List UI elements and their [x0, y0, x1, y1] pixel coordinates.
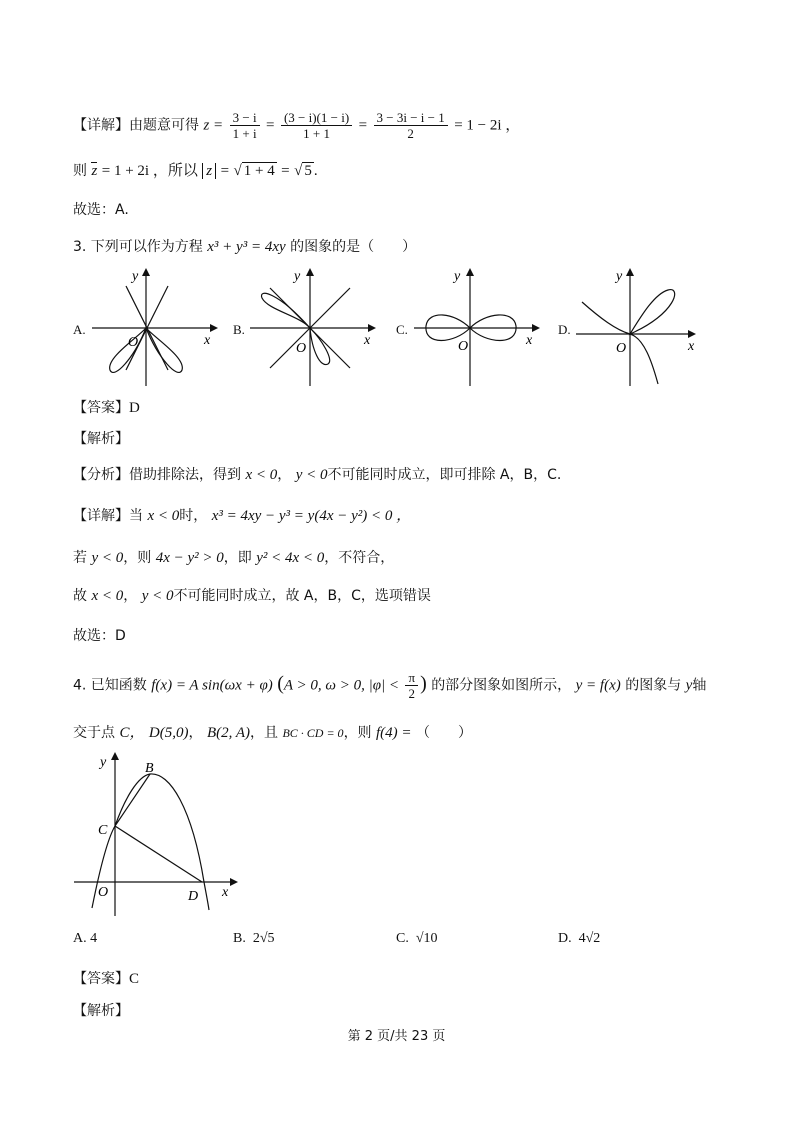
q3-figure-d [576, 262, 706, 390]
q3-analysis-label: 【解析】 [73, 431, 129, 447]
detail-label: 【详解】 [73, 508, 129, 524]
fraction-2: $\frac{(3 - i)(1 - i)}{1 + 1}$ [281, 110, 352, 141]
graph-o-label: O [98, 885, 109, 900]
vector-cond: BC · CD = 0 [282, 726, 344, 740]
cond-y: y < 0 [295, 467, 328, 483]
origin-label: O [616, 341, 627, 356]
point-c: C， [119, 725, 145, 741]
axis-x-label: x [688, 339, 695, 354]
q4-graph [70, 748, 240, 920]
axis-y-label: y [132, 269, 139, 284]
q3-detail-line: 【详解】当 x < 0时， x³ = 4xy − y³ = y(4x − y²) < 0 ， [73, 508, 412, 524]
graph-b-label: B [145, 761, 154, 776]
q3-if-line: 若 y < 0，则 4x − y² > 0，即 y² < 4x < 0，不符合， [73, 550, 395, 566]
origin-label: O [128, 335, 139, 350]
q4-cond: A > 0, ω > 0, |φ| < [283, 677, 400, 694]
answer-label: 【答案】 [73, 400, 129, 416]
so-cond-y: y < 0 [141, 588, 174, 604]
prefix-text: 则 [73, 163, 87, 179]
origin-label: O [458, 339, 469, 354]
q3-so-line: 故 x < 0， y < 0不可能同时成立，故 A，B，C，选项错误 [73, 588, 431, 604]
answer-value: D [129, 400, 140, 416]
point-d: D(5,0) [148, 725, 189, 741]
z-bar: z [91, 163, 98, 179]
graph-x-label: x [222, 885, 229, 900]
q3-stem [73, 236, 416, 258]
q3-figure-b [250, 262, 380, 390]
q4-func2: y = f(x) [575, 677, 621, 694]
stem-suffix: 的图象的是（ ） [290, 239, 417, 255]
q4-option-b: B. 2√5 [233, 931, 275, 946]
q4-option-c: C. √10 [396, 931, 438, 946]
if-eq-2: y² < 4x < 0 [256, 550, 325, 566]
z-eq: z = [203, 117, 224, 134]
q3-answer-line [73, 397, 140, 419]
page-footer: 第 2 页/共 23 页 [347, 1029, 446, 1044]
if-eq-1: 4x − y² > 0 [155, 550, 224, 566]
axis-x-label: x [526, 333, 533, 348]
q4-stem-line1: 4. 已知函数 f(x) = A sin(ωx + φ) (A > 0, ω > 0, |φ| < $\frac{\pi}{2}$ ) 的部分图象如图所示， y = f(x) 的图象与 y轴 [73, 670, 707, 701]
axis-y-label: y [294, 269, 301, 284]
q2-choice: 故选：A. [73, 202, 129, 218]
q4-func: f(x) = A sin(ωx + φ) [151, 677, 273, 694]
sqrt-eq: = [220, 163, 230, 179]
axis-y-label: y [454, 269, 461, 284]
q4-stem-line2: 交于点 C， D(5,0)， B(2, A)，且 BC · CD = 0，则 f(4) = （ ） [73, 725, 472, 741]
sqrt-2: √ 5 [294, 163, 312, 179]
answer-value: C [129, 971, 140, 987]
q3-choice: 故选：D [73, 628, 126, 644]
detail-text: 由题意可得 [129, 117, 199, 134]
q3-option-b-label: B. [233, 322, 245, 337]
q3-option-a-label: A. [73, 322, 86, 337]
q3-figure-c [414, 262, 544, 390]
fraction-1: $\frac{3 - i}{1 + i}$ [230, 110, 260, 141]
pi-over-2: $\frac{\pi}{2}$ [405, 670, 418, 701]
q3-figure-a [92, 262, 222, 390]
q4-option-a: A. 4 [73, 931, 98, 946]
stem-prefix: 3. 下列可以作为方程 [73, 239, 203, 255]
so-cond-x: x < 0 [91, 588, 124, 604]
point-b: B(2, A) [206, 725, 250, 741]
graph-d-label: D [188, 889, 199, 904]
fenxi-text: 借助排除法，得到 [129, 467, 241, 483]
origin-label: O [296, 341, 307, 356]
sqrt-1: √ 1 + 4 [233, 163, 275, 179]
answer-label: 【答案】 [73, 971, 129, 987]
if-cond: y < 0 [91, 550, 124, 566]
q3-option-c-label: C. [396, 322, 408, 337]
f4: f(4) = [376, 725, 412, 741]
conj-eq: = 1 + 2i ，所以 [101, 163, 198, 179]
q2-conj-line: 则 z = 1 + 2i ，所以 z = √ 1 + 4 = √ 5 . [73, 163, 318, 179]
q3-fenxi-line: 【分析】借助排除法，得到 x < 0， y < 0不可能同时成立，即可排除 A，B，C. [73, 467, 562, 483]
abs-z: z [202, 163, 216, 179]
result: = 1 − 2i ， [454, 117, 521, 134]
detail-label: 【详解】 [73, 117, 129, 134]
so-text: 不可能同时成立，故 A，B，C，选项错误 [173, 588, 431, 604]
q4-stem-prefix: 4. 已知函数 [73, 677, 147, 694]
q4-analysis-label: 【解析】 [73, 1003, 129, 1019]
fenxi-text-2: 不可能同时成立，即可排除 A，B，C. [327, 467, 562, 483]
q4-answer-line [73, 968, 139, 990]
q3-equation: x³ + y³ = 4xy [207, 239, 286, 255]
axis-x-label: x [364, 333, 371, 348]
graph-c-label: C [98, 823, 108, 838]
graph-y-label: y [100, 755, 107, 770]
q2-detail-line: 【详解】由题意可得 z = $\frac{3 - i}{1 + i}$ = $\frac{(3 - i)(1 - i)}{1 + 1}$ = $\frac{3 - 3i - i - 1}{2}$ = 1 − 2i ， [73, 110, 521, 141]
q4-option-d: D. 4√2 [558, 931, 601, 946]
fenxi-label: 【分析】 [73, 467, 129, 483]
detail-eq: x³ = 4xy − y³ = y(4x − y²) < 0 ， [211, 508, 412, 524]
fraction-3: $\frac{3 - 3i - i - 1}{2}$ [374, 110, 448, 141]
q3-option-d-label: D. [558, 322, 571, 337]
cond-x: x < 0 [245, 467, 278, 483]
axis-y-label: y [616, 269, 623, 284]
axis-x-label: x [204, 333, 211, 348]
detail-cond: x < 0 [147, 508, 180, 524]
